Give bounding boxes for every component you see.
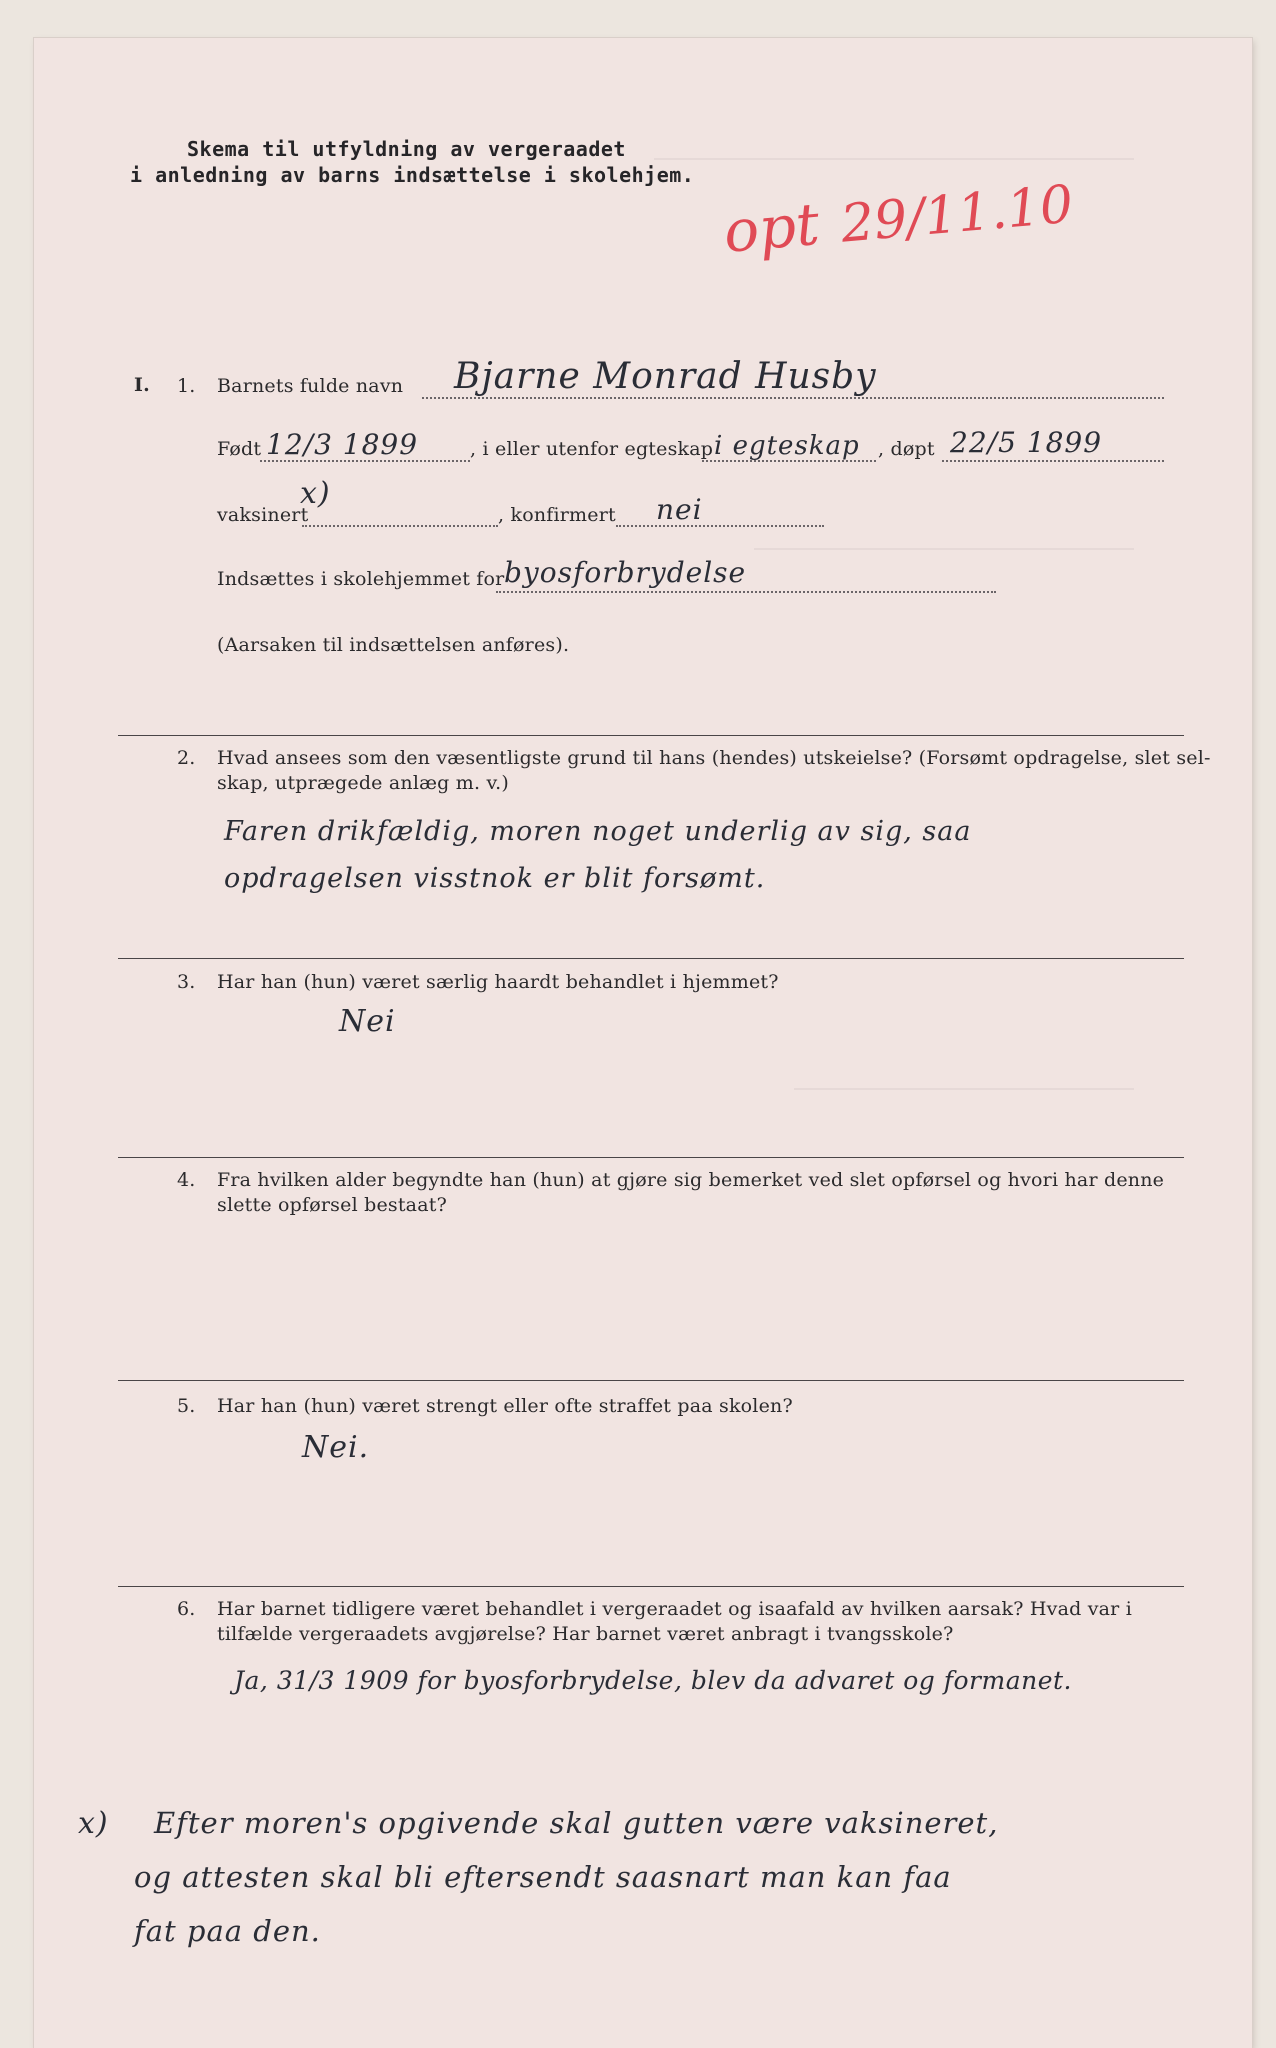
red-annotation-date: 29/11.10 (838, 174, 1076, 255)
form-title-line-1: Skema til utfyldning av vergeraadet (187, 137, 626, 161)
section2-answer-line-2: opdragelsen visstnok er blit forsømt. (224, 863, 766, 894)
confirmed-label: , konfirmert (498, 504, 616, 526)
section-divider (118, 1380, 1184, 1381)
wedlock-label: , i eller utenfor egteskap (470, 438, 714, 460)
placed-line (496, 591, 996, 593)
baptized-line (942, 460, 1164, 462)
section6-number: 6. (177, 1598, 196, 1620)
form-title-line-2: i anledning av barns indsættelse i skolehjem. (130, 163, 695, 187)
section5-question: Har han (hun) været strengt eller ofte straffet paa skolen? (217, 1395, 793, 1417)
child-name-line (422, 397, 1164, 399)
placed-label: Indsættes i skolehjemmet for (217, 568, 505, 590)
section-divider (118, 958, 1184, 959)
form-sheet (34, 38, 1252, 2048)
section4-question-line-1: Fra hvilken alder begyndte han (hun) at gjøre sig bemerket ved slet opførsel og hvori har denne (217, 1169, 1165, 1191)
section2-number: 2. (177, 747, 196, 769)
section5-number: 5. (177, 1395, 196, 1417)
section1-roman: I. (134, 374, 150, 396)
child-name-label: Barnets fulde navn (217, 375, 404, 397)
footnote-marker: x) (78, 1806, 109, 1841)
born-value: 12/3 1899 (266, 428, 419, 461)
section6-answer: Ja, 31/3 1909 for byosforbrydelse, blev da advaret og formanet. (234, 1666, 1072, 1695)
section2-answer-line-1: Faren drikfældig, moren noget underlig av sig, saa (224, 816, 972, 847)
reason-note: (Aarsaken til indsættelsen anføres). (217, 634, 570, 656)
section5-answer: Nei. (302, 1430, 370, 1465)
vaccinated-line (302, 525, 498, 527)
confirmed-value: nei (656, 493, 703, 526)
footnote-line-2: og attesten skal bli eftersendt saasnart man kan faa (134, 1860, 952, 1894)
bleed-through-line (654, 158, 1134, 160)
section6-question-line-2: tilfælde vergeraadets avgjørelse? Har barnet været anbragt i tvangsskole? (217, 1623, 954, 1645)
section1-number: 1. (177, 375, 196, 397)
section3-answer: Nei (339, 1004, 396, 1039)
red-annotation-prefix: opt (721, 189, 822, 266)
born-label: Født (217, 438, 262, 460)
bleed-through-line (754, 548, 1134, 550)
section4-question-line-2: slette opførsel bestaat? (217, 1194, 447, 1216)
section3-number: 3. (177, 971, 196, 993)
confirmed-line (616, 525, 824, 527)
section3-question: Har han (hun) været særlig haardt behandlet i hjemmet? (217, 971, 779, 993)
baptized-value: 22/5 1899 (950, 426, 1103, 459)
placed-value: byosforbrydelse (504, 556, 747, 589)
vaccinated-value: x) (300, 476, 331, 511)
section-divider (118, 1586, 1184, 1587)
vaccinated-label: vaksinert (217, 504, 309, 526)
red-pencil-annotation (721, 168, 1076, 266)
section4-number: 4. (177, 1169, 196, 1191)
section-divider (118, 735, 1184, 736)
baptized-label: , døpt (878, 438, 935, 460)
child-name-value: Bjarne Monrad Husby (454, 356, 877, 397)
bleed-through-line (794, 1088, 1134, 1090)
section6-question-line-1: Har barnet tidligere været behandlet i vergeraadet og isaafald av hvilken aarsak? Hvad var i (217, 1598, 1132, 1620)
wedlock-value: i egteskap (714, 431, 860, 461)
section2-question-line-2: skap, utprægede anlæg m. v.) (217, 772, 509, 794)
footnote-line-3: fat paa den. (134, 1914, 321, 1948)
section2-question-line-1: Hvad ansees som den væsentligste grund til hans (hendes) utskeielse? (Forsømt opdragelse, slet sel- (217, 747, 1211, 769)
section-divider (118, 1157, 1184, 1158)
footnote-line-1: Efter moren's opgivende skal gutten være vaksineret, (154, 1806, 999, 1840)
